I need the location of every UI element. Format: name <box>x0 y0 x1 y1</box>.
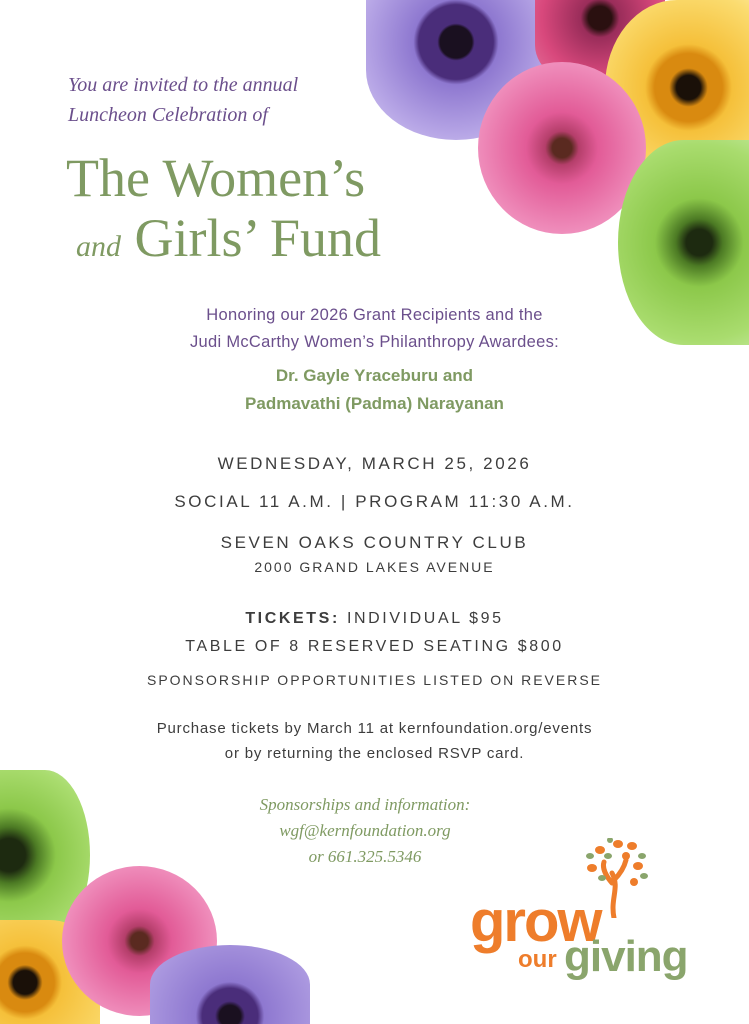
grow-our-giving-logo <box>470 838 688 988</box>
honoree-1: Dr. Gayle Yraceburu and <box>275 366 474 385</box>
honoring-text <box>0 302 749 356</box>
sponsorship-note: SPONSORSHIP OPPORTUNITIES LISTED ON REVERSE <box>146 672 602 688</box>
event-times: SOCIAL 11 A.M. | PROGRAM 11:30 A.M. <box>174 492 575 511</box>
purchase-line-1: Purchase tickets by March 11 at kernfoundation.org/events <box>156 720 593 737</box>
flower-purple-bottom <box>150 945 310 1024</box>
purchase-info <box>0 716 749 766</box>
invite-line-2: Luncheon Celebration of <box>68 104 268 126</box>
tickets-individual-price: INDIVIDUAL $95 <box>346 610 504 627</box>
title-and: and <box>76 230 121 263</box>
purchase-line-2: or by returning the enclosed RSVP card. <box>224 745 525 762</box>
logo-grow: grow <box>470 889 601 954</box>
contact-phone: or 661.325.5346 <box>308 847 422 866</box>
tickets-label: TICKETS: <box>245 610 340 627</box>
tickets-individual <box>0 610 749 628</box>
event-title-line-1: The Women’s <box>66 148 366 208</box>
logo-our: our <box>518 946 557 973</box>
honorees <box>0 362 749 418</box>
invite-line-1: You are invited to the annual <box>68 74 299 96</box>
contact-email[interactable]: wgf@kernfoundation.org <box>279 821 451 840</box>
tickets-table: TABLE OF 8 RESERVED SEATING $800 <box>185 638 564 655</box>
event-address: 2000 GRAND LAKES AVENUE <box>254 559 495 575</box>
event-venue: SEVEN OAKS COUNTRY CLUB <box>220 533 529 552</box>
contact-heading: Sponsorships and information: <box>259 795 471 814</box>
invitation-text <box>68 70 298 130</box>
event-date: WEDNESDAY, MARCH 25, 2026 <box>217 454 532 473</box>
honoree-2: Padmavathi (Padma) Narayanan <box>245 394 504 413</box>
event-title-line-2 <box>76 208 381 277</box>
logo-giving: giving <box>564 932 688 981</box>
honoring-line-2: Judi McCarthy Women’s Philanthropy Awardees: <box>189 333 560 351</box>
honoring-line-1: Honoring our 2026 Grant Recipients and the <box>206 306 543 324</box>
title-girls-fund: Girls’ Fund <box>134 208 382 268</box>
